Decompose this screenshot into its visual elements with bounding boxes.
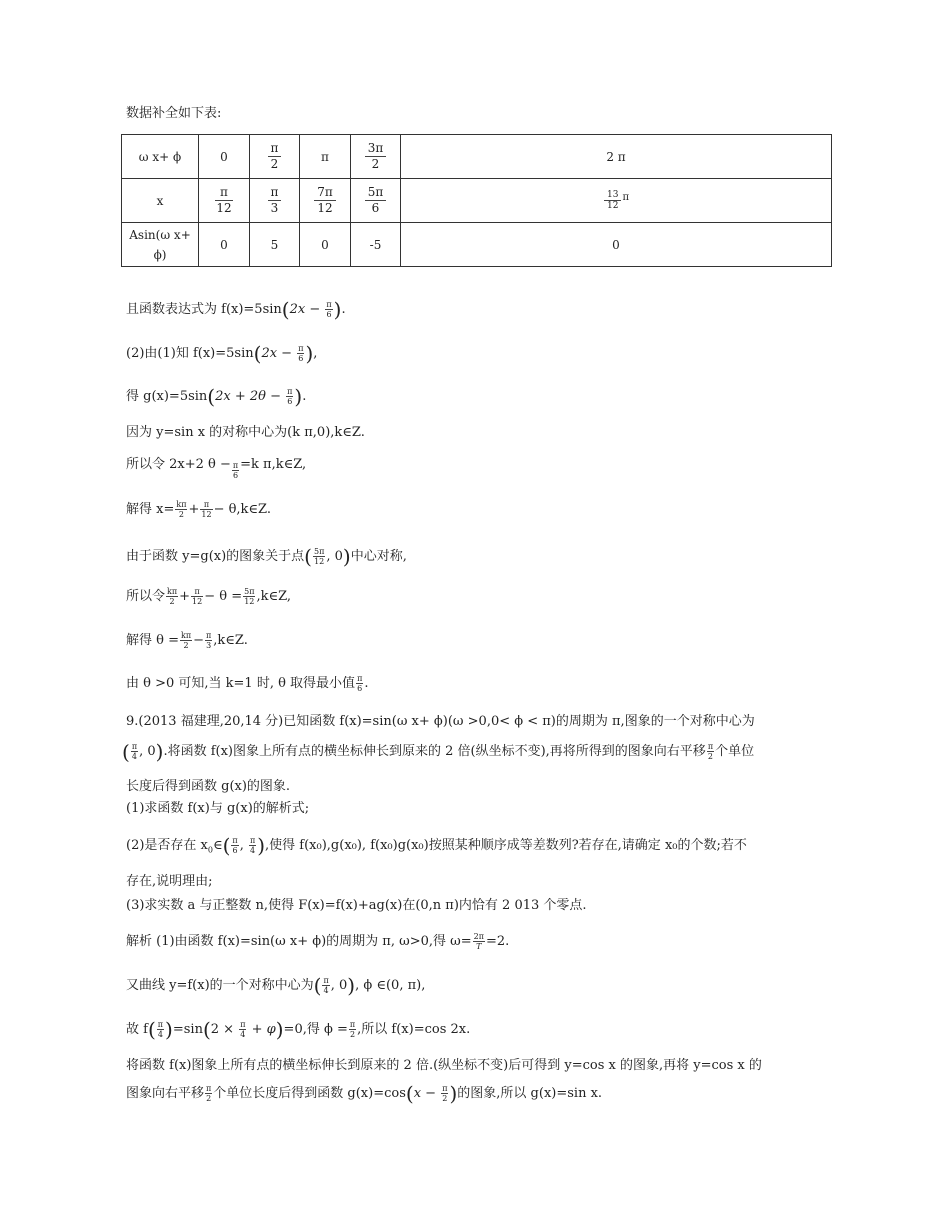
table-cell: 0 [401,223,832,267]
text-line: 解得 θ = $\frac{k\pi}{2}$ − $\frac{\pi}{3}$ ,k∈Z. [126,631,248,650]
table-cell: 5 [250,223,300,267]
table-cell: $\frac{13}{12}$ $^\pi$ [401,179,832,223]
text-line: 由于函数 y=g(x)的图象关于点( $\frac{5\pi}{12}$ , 0)中心对称, [126,544,407,569]
intro-text: 数据补全如下表: [126,106,222,121]
table-cell: $\frac{7\pi}{12}$ [300,179,351,223]
text-line: 又曲线 y=f(x)的一个对称中心为( $\frac{\pi}{4}$ , 0), ϕ ∈(0, π), [126,973,426,998]
table-cell: x [122,179,199,223]
text-line: 将函数 f(x)图象上所有点的横坐标伸长到原来的 2 倍.(纵坐标不变)后可得到 y=cos x 的图象,再将 y=cos x 的 [126,1058,762,1073]
text-line: 长度后得到函数 g(x)的图象. [126,779,291,794]
table-cell: $\frac{\pi}{2}$ [250,135,300,179]
table-cell: $\frac{\pi}{3}$ [250,179,300,223]
text-line: (1)求函数 f(x)与 g(x)的解析式; [126,801,310,816]
text-line: 存在,说明理由; [126,874,213,889]
table-cell: π [300,135,351,179]
table-cell: 0 [199,135,250,179]
text-line: 得 g(x)=5sin(2x + 2θ − $\frac{\pi}{6}$ ). [126,384,307,409]
table-cell: ω x+ ϕ [122,135,199,179]
table-cell: 2 π [401,135,832,179]
text-line: 且函数表达式为 f(x)=5sin(2x − $\frac{\pi}{6}$ ). [126,297,346,322]
table-row [122,179,832,223]
table-cell: $\frac{\pi}{12}$ [199,179,250,223]
text-line: (2)由(1)知 f(x)=5sin(2x − $\frac{\pi}{6}$ ), [126,341,318,366]
table-row [122,135,832,179]
solution-text: 解析 (1)由函数 f(x)=sin(ω x+ ϕ)的周期为 π, ω>0,得 ω= $\frac{2\pi}{T}$ =2. [126,932,510,951]
table-cell: $\frac{5\pi}{6}$ [351,179,401,223]
table-cell: 0 [199,223,250,267]
table-cell: $\frac{3\pi}{2}$ [351,135,401,179]
text-line: 图象向右平移 $\frac{\pi}{2}$ 个单位长度后得到函数 g(x)=cos(x − $\frac{\pi}{2}$ )的图象,所以 g(x)=sin x. [126,1081,603,1106]
text-line: (2)是否存在 $x_0\in$( $\frac{\pi}{6}$ , $\frac{\pi}{4}$ ),使得 f(x₀),g(x₀), f(x₀)g(x₀)按照某种顺序成等差数列?若存在,请确定 x₀的个数;若不 [126,833,747,858]
table-cell: -5 [351,223,401,267]
table-row [122,223,832,267]
question-9-text: 9.(2013 福建理,20,14 分)已知函数 f(x)=sin(ω x+ ϕ)(ω >0,0< ϕ < π)的周期为 π,图象的一个对称中心为 [126,714,755,729]
data-table [121,134,832,267]
table-cell: Asin(ω x+ ϕ) [122,223,199,267]
text-line: ( $\frac{\pi}{4}$ , 0).将函数 f(x)图象上所有点的横坐标伸长到原来的 2 倍(纵坐标不变),再将所得到的图象向右平移 $\frac{\pi}{2}$ 个单位 [122,739,755,764]
table-cell: 0 [300,223,351,267]
text-line: 因为 y=sin x 的对称中心为(k π,0),k∈Z. [126,425,365,440]
text-line: (3)求实数 a 与正整数 n,使得 F(x)=f(x)+ag(x)在(0,n π)内恰有 2 013 个零点. [126,898,587,913]
text-line: 所以令 $\frac{k\pi}{2}$ + $\frac{\pi}{12}$ − θ = $\frac{5\pi}{12}$ ,k∈Z, [126,587,292,606]
text-line: 故 f( $\frac{\pi}{4}$ )=sin(2 × $\frac{\pi}{4}$ + φ)=0,得 ϕ = $\frac{\pi}{2}$ ,所以 f(x)=cos 2x. [126,1017,471,1042]
text-line: 由 θ >0 可知,当 k=1 时, θ 取得最小值 $\frac{\pi}{6}$ . [126,674,369,693]
text-line: 解得 x= $\frac{k\pi}{2}$ + $\frac{\pi}{12}$ − θ,k∈Z. [126,500,271,519]
text-line: 所以令 2x+2 θ − $\frac{\pi}{6}$ =k π,k∈Z, [126,457,307,480]
